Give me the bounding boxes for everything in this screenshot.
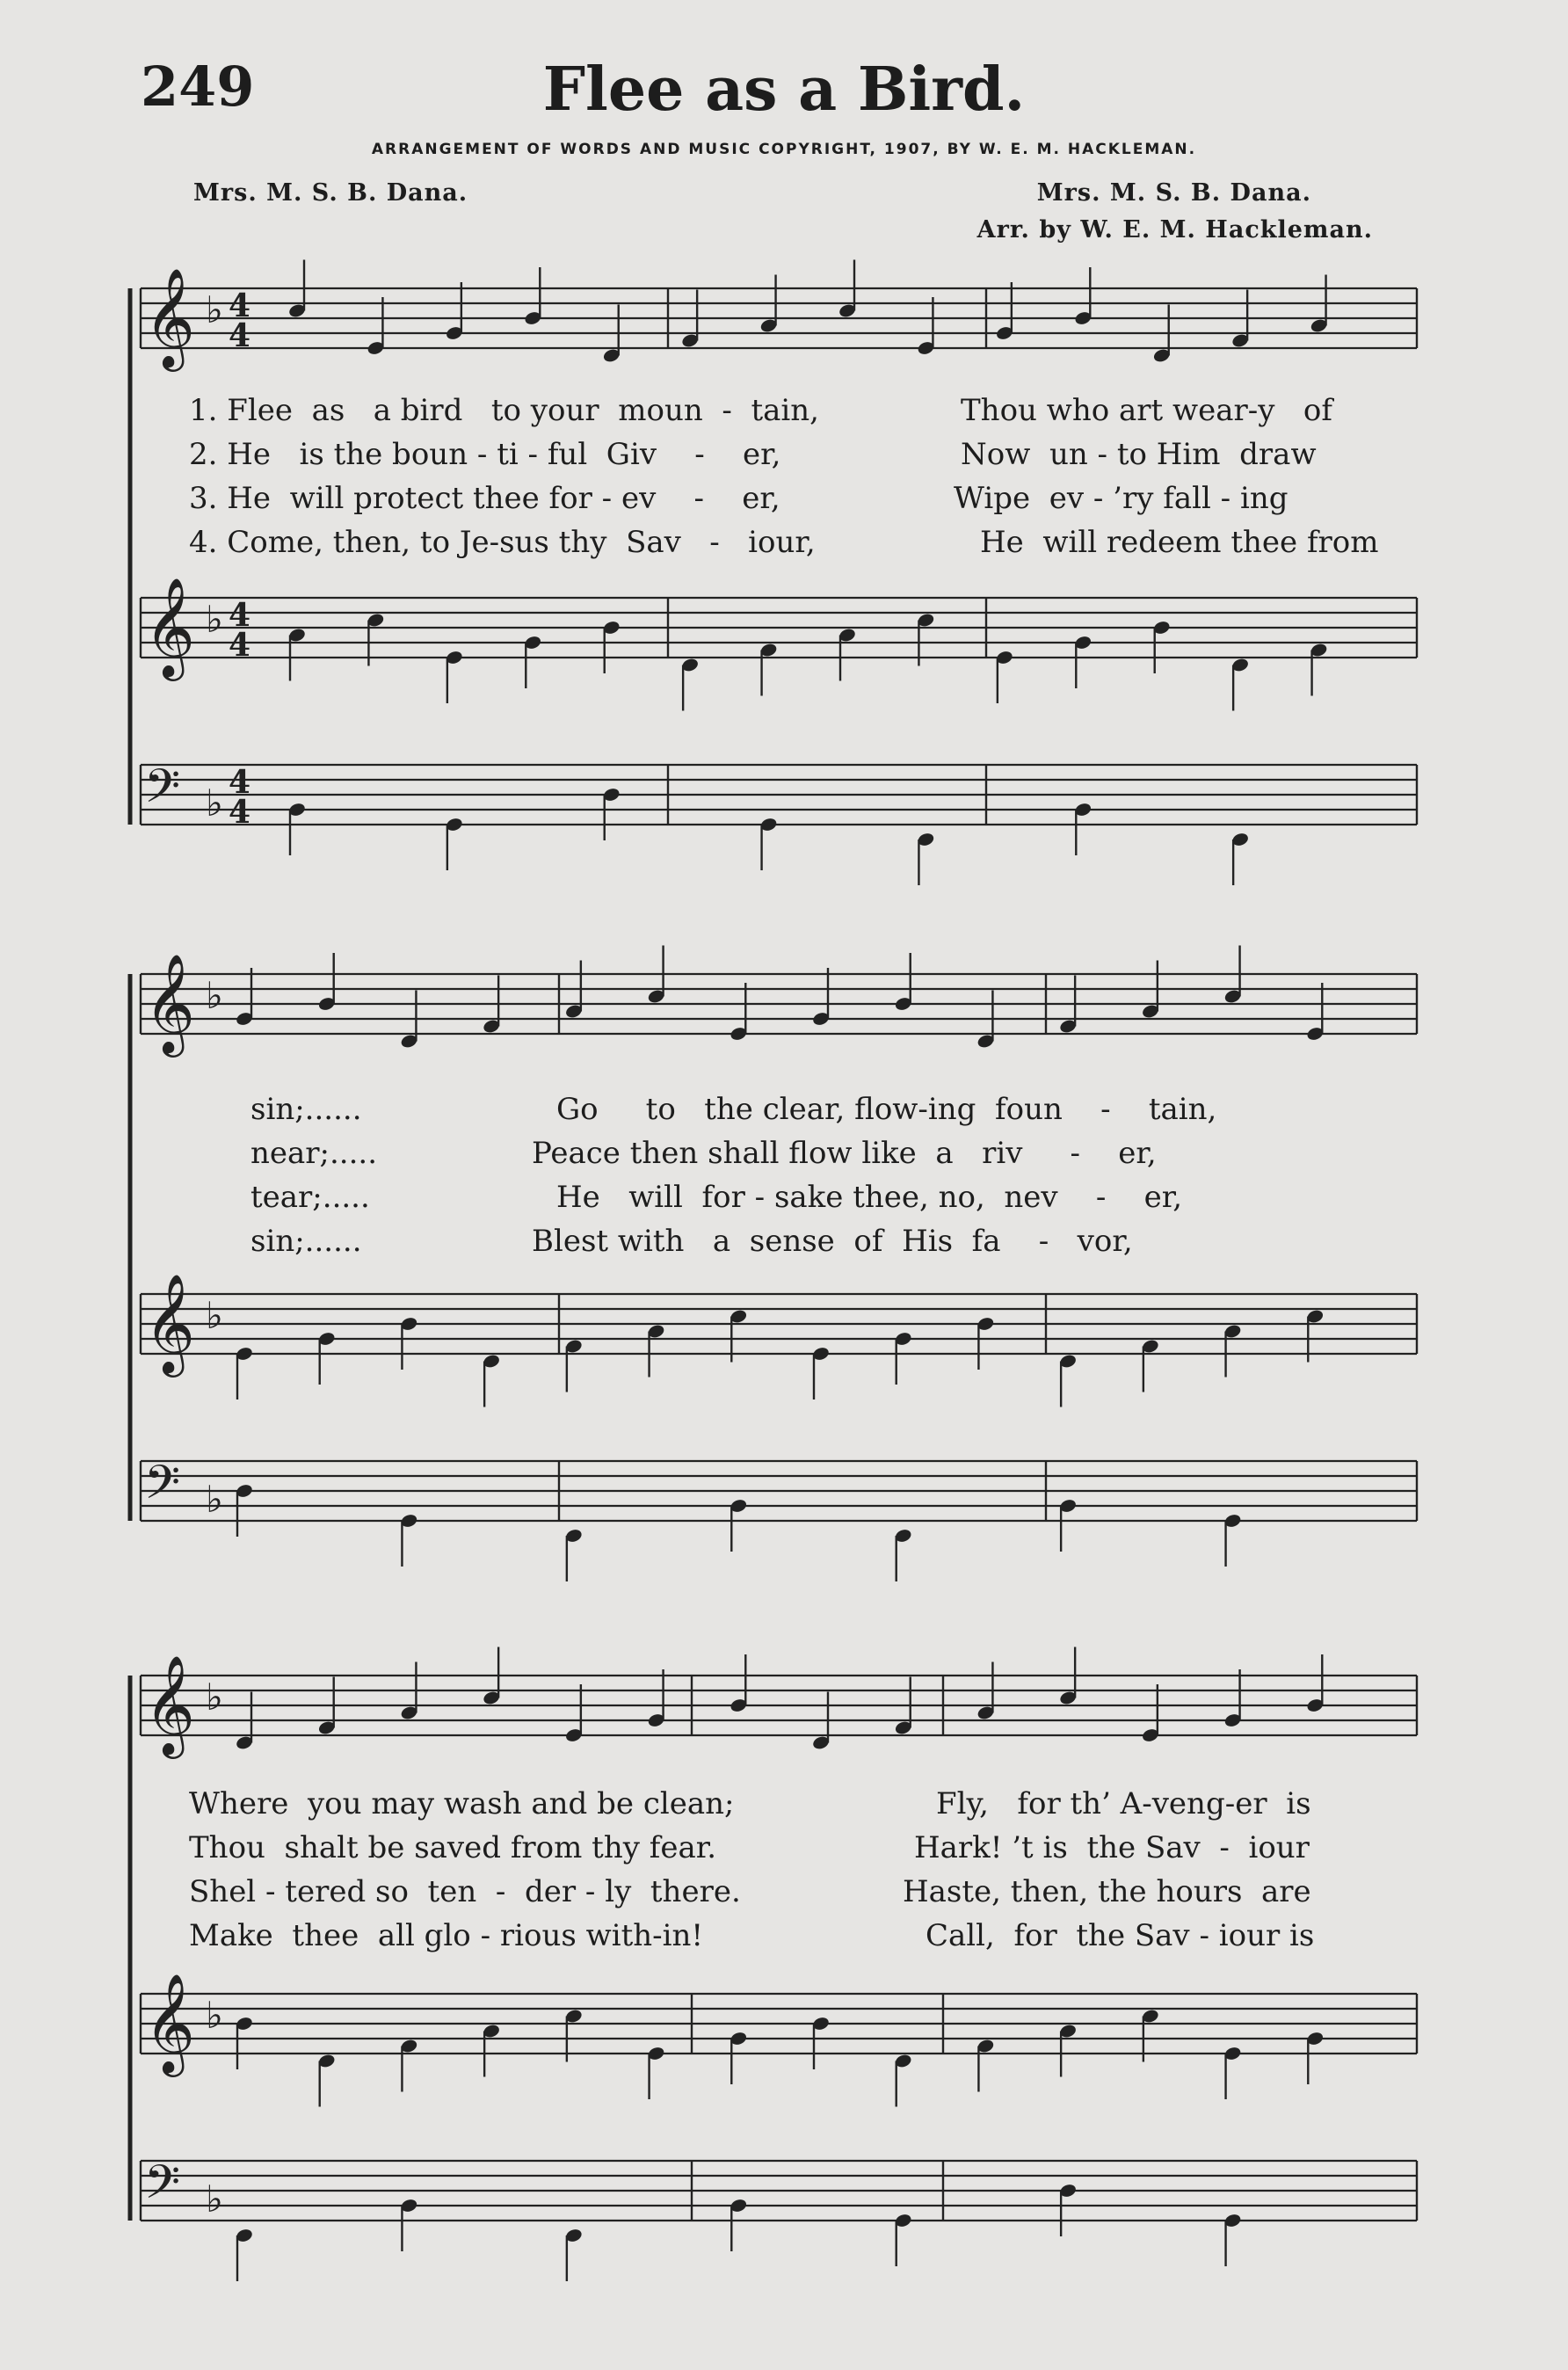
system-3-verse-1-right: Fly, for th’ A-veng-er is bbox=[936, 1786, 1311, 1821]
system-2-staff-3-clef-icon: 𝄢 bbox=[144, 1456, 181, 1522]
hymn-title: Flee as a Bird. bbox=[542, 55, 1026, 125]
system-1-staff-1-time-bottom: 4 bbox=[229, 317, 251, 354]
system-2-verse-2-right: Peace then shall flow like a riv - er, bbox=[532, 1136, 1157, 1171]
music-credit: Mrs. M. S. B. Dana. bbox=[1036, 179, 1311, 207]
system-2-staff-1-clef-icon: 𝄞 bbox=[144, 953, 195, 1054]
system-1-staff-3-clef-icon: 𝄢 bbox=[144, 760, 181, 825]
system-1-staff-1-clef-icon: 𝄞 bbox=[144, 267, 195, 368]
system-2-staff-3-flat-icon: ♭ bbox=[206, 1477, 223, 1521]
system-1-verse-1-right: Thou who art wear-y of bbox=[961, 393, 1332, 428]
system-2-verse-4-right: Blest with a sense of His fa - vor, bbox=[532, 1224, 1133, 1259]
system-1-staff-1-flat-icon: ♭ bbox=[206, 288, 223, 332]
system-3-staff-2-clef-icon: 𝄞 bbox=[144, 1973, 195, 2074]
system-3-staff-3-flat-icon: ♭ bbox=[206, 2177, 223, 2221]
system-1-staff-2-time-bottom: 4 bbox=[229, 627, 251, 664]
system-3-verse-4-right: Call, for the Sav - iour is bbox=[926, 1918, 1315, 1953]
system-3-staff-1-flat-icon: ♭ bbox=[206, 1676, 223, 1719]
system-1-verse-4-right: He will redeem thee from bbox=[980, 525, 1379, 560]
system-1-staff-3-time-top: 4 bbox=[229, 764, 251, 801]
system-1-staff-2-clef-icon: 𝄞 bbox=[144, 577, 195, 678]
system-3-staff-2-flat-icon: ♭ bbox=[206, 1994, 223, 2038]
system-2-staff-2-flat-icon: ♭ bbox=[206, 1294, 223, 1338]
system-1-staff-2-time-top: 4 bbox=[229, 597, 251, 634]
system-3-staff-1-clef-icon: 𝄞 bbox=[144, 1654, 195, 1756]
copyright-notice: ARRANGEMENT OF WORDS AND MUSIC COPYRIGHT, 1907, BY W. E. M. HACKLEMAN. bbox=[371, 141, 1197, 158]
system-1-verse-3-left: 3. He will protect thee for - ev - er, bbox=[189, 481, 780, 516]
system-3-verse-2-left: Thou shalt be saved from thy fear. bbox=[189, 1830, 717, 1865]
system-3-verse-2-right: Hark! ’t is the Sav - iour bbox=[914, 1830, 1310, 1865]
system-3-staff-3-clef-icon: 𝄢 bbox=[144, 2156, 181, 2221]
system-2-verse-3-left: tear;..... bbox=[250, 1180, 370, 1215]
system-1-verse-2-left: 2. He is the boun - ti - ful Giv - er, bbox=[189, 437, 781, 472]
system-1-verse-4-left: 4. Come, then, to Je-sus thy Sav - iour, bbox=[189, 525, 816, 560]
system-1-verse-1-left: 1. Flee as a bird to your moun - tain, bbox=[189, 393, 819, 428]
system-2-verse-4-left: sin;...... bbox=[250, 1224, 362, 1259]
system-1-staff-2-flat-icon: ♭ bbox=[206, 598, 223, 642]
arranger-credit: Arr. by W. E. M. Hackleman. bbox=[976, 216, 1373, 244]
system-1-staff-1-time-top: 4 bbox=[229, 287, 251, 324]
system-2-staff-1-flat-icon: ♭ bbox=[206, 974, 223, 1018]
system-2-verse-1-left: sin;...... bbox=[250, 1092, 362, 1127]
system-1-staff-3-time-bottom: 4 bbox=[229, 794, 251, 831]
system-3-verse-4-left: Make thee all glo - rious with-in! bbox=[189, 1918, 704, 1953]
system-1-staff-3-flat-icon: ♭ bbox=[206, 781, 223, 825]
system-3-verse-3-right: Haste, then, the hours are bbox=[903, 1874, 1311, 1909]
system-2-verse-3-right: He will for - sake thee, no, nev - er, bbox=[556, 1180, 1183, 1215]
system-1-verse-2-right: Now un - to Him draw bbox=[961, 437, 1317, 472]
system-2-staff-2-clef-icon: 𝄞 bbox=[144, 1273, 195, 1374]
system-1-verse-3-right: Wipe ev - ’ry fall - ing bbox=[954, 481, 1289, 516]
system-3-verse-3-left: Shel - tered so ten - der - ly there. bbox=[189, 1874, 741, 1909]
hymn-number: 249 bbox=[141, 55, 255, 119]
system-2-verse-2-left: near;..... bbox=[250, 1136, 378, 1171]
system-3-verse-1-left: Where you may wash and be clean; bbox=[189, 1786, 735, 1821]
system-2-verse-1-right: Go to the clear, flow-ing foun - tain, bbox=[556, 1092, 1217, 1127]
words-credit: Mrs. M. S. B. Dana. bbox=[193, 179, 468, 207]
